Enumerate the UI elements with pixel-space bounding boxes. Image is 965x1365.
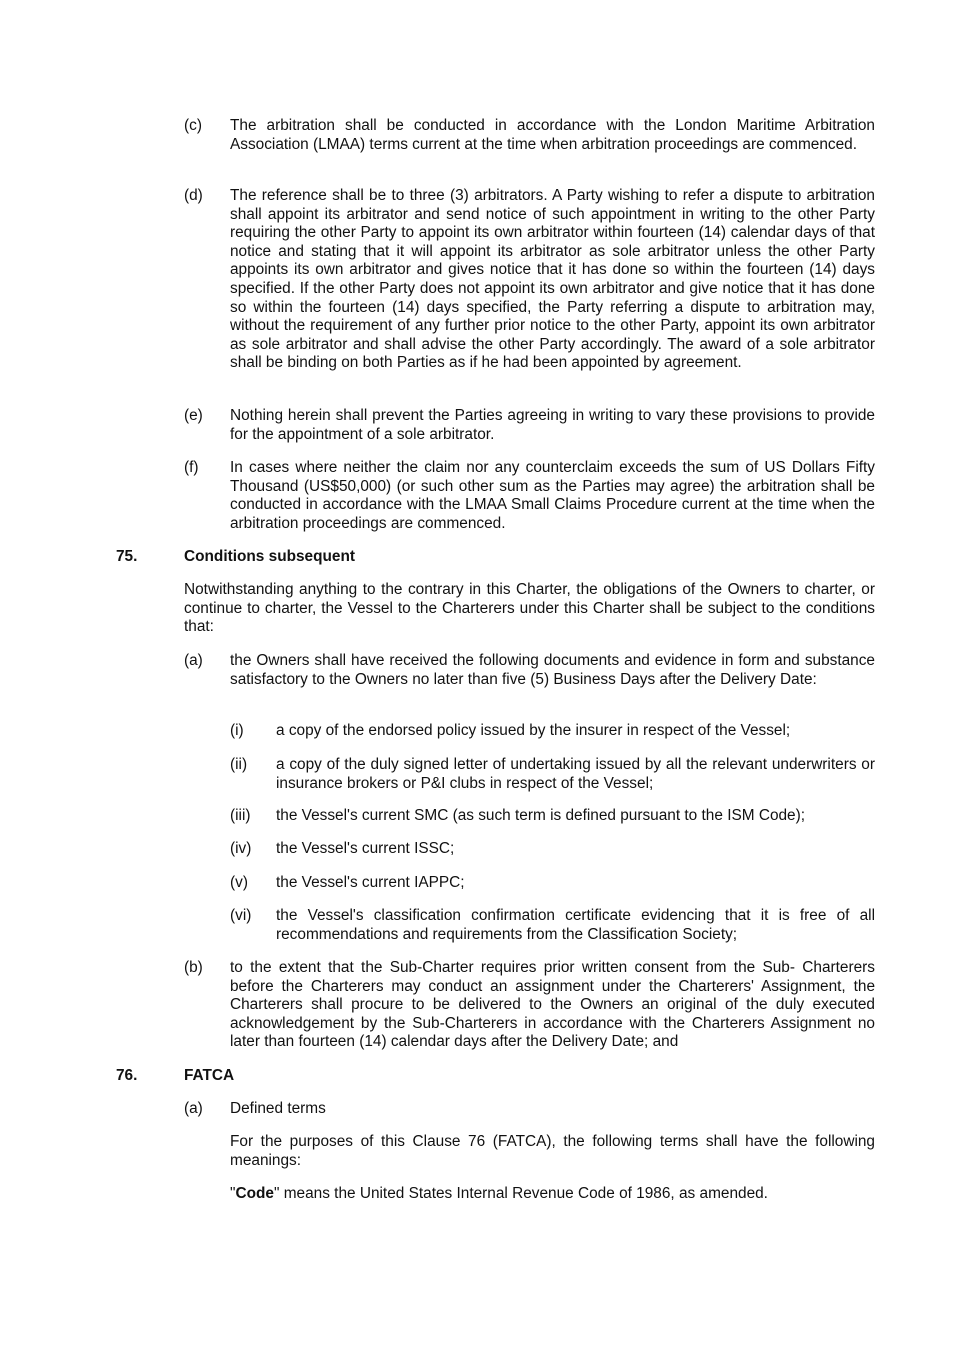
subitem-text-ii: a copy of the duly signed letter of undertaking issued by all the relevant underwriters or insurance brokers or P&I clubs in respect of the Vessel; xyxy=(276,756,875,792)
subitem-label-ii: (ii) xyxy=(230,756,248,773)
item-label-e: (e) xyxy=(184,407,203,424)
subitem-text-iii: the Vessel's current SMC (as such term is defined pursuant to the ISM Code); xyxy=(276,807,806,824)
clause-title-75: Conditions subsequent xyxy=(184,548,356,565)
clause-number-76: 76. xyxy=(116,1067,138,1084)
clause-title-76: FATCA xyxy=(184,1067,235,1084)
subitem-text-vi: the Vessel's classification confirmation certificate evidencing that it is free of all recommendations and requirements from the Classification Society; xyxy=(276,907,875,943)
definition-text: means the United States Internal Revenue Code of 1986, as amended. xyxy=(279,1185,768,1202)
subitem-label-vi: (vi) xyxy=(230,907,252,924)
definition-open-quote: " xyxy=(230,1185,236,1202)
item-text-76a: Defined terms xyxy=(230,1100,326,1117)
subitem-label-v: (v) xyxy=(230,874,248,891)
item-label-f: (f) xyxy=(184,459,199,476)
item-text-75a: the Owners shall have received the following documents and evidence in form and substance satisfactory to the Owners no later than five (5) Business Days after the Delivery Date: xyxy=(230,652,875,688)
clause-76-intro: For the purposes of this Clause 76 (FATCA), the following terms shall have the following meanings: xyxy=(230,1133,875,1169)
clause-number-75: 75. xyxy=(116,548,138,565)
subitem-text-v: the Vessel's current IAPPC; xyxy=(276,874,465,891)
item-label-d: (d) xyxy=(184,187,203,204)
definition-close-quote: " xyxy=(273,1185,280,1202)
subitem-label-i: (i) xyxy=(230,722,244,739)
subitem-label-iv: (iv) xyxy=(230,840,252,857)
subitem-text-iv: the Vessel's current ISSC; xyxy=(276,840,455,857)
item-label-c: (c) xyxy=(184,117,202,134)
item-text-e: Nothing herein shall prevent the Parties agreeing in writing to vary these provisions to provide for the appointment of a sole arbitrator. xyxy=(230,407,875,443)
definition-term: Code xyxy=(235,1185,274,1202)
item-text-c: The arbitration shall be conducted in accordance with the London Maritime Arbitration Association (LMAA) terms current at the time when arbitration proceedings are commenced. xyxy=(230,117,875,153)
item-text-f: In cases where neither the claim nor any counterclaim exceeds the sum of US Dollars Fifty Thousand (US$50,000) (or such other sum as the Parties may agree) the arbitration shall be conducted in accordance with the LMAA Small Claims Procedure current at the time when the arbitration proceedings are commenced. xyxy=(230,459,875,532)
subitem-text-i: a copy of the endorsed policy issued by the insurer in respect of the Vessel; xyxy=(276,722,791,739)
subitem-label-iii: (iii) xyxy=(230,807,251,824)
item-label-76a: (a) xyxy=(184,1100,203,1117)
clause-75-intro: Notwithstanding anything to the contrary in this Charter, the obligations of the Owners to charter, or continue to charter, the Vessel to the Charterers under this Charter shall be subject to the conditions that: xyxy=(184,581,875,636)
item-text-75b: to the extent that the Sub-Charter requires prior written consent from the Sub- Charterers before the Charterers may conduct an assignment under the Charterers' Assignment, the Charterers shall procure to be delivered to the Owners an original of the duly executed acknowledgement by the Sub-Charterers in accordance with the Charterers Assignment no later than fourteen (14) calendar days after the Delivery Date; and xyxy=(230,959,875,1051)
item-text-d: The reference shall be to three (3) arbitrators. A Party wishing to refer a dispute to arbitration shall appoint its arbitrator and send notice of such appointment in writing to the other Party requiring the other Party to appoint its own arbitrator within fourteen (14) calendar days of that notice and stating that it will appoint its arbitrator as sole arbitrator unless the other Party appoints its own arbitrator and gives notice that it has done so within the fourteen (14) days specified. If the other Party does not appoint its own arbitrator and give notice that it has done so within the fourteen (14) days specified, the Party referring a dispute to arbitration may, without the requirement of any further prior notice to the other Party, appoint its own arbitrator as sole arbitrator and shall advise the other Party accordingly. The award of a sole arbitrator shall be binding on both Parties as if he had been appointed by agreement. xyxy=(230,187,875,372)
item-label-75b: (b) xyxy=(184,959,203,976)
item-label-75a: (a) xyxy=(184,652,203,669)
definition-code xyxy=(230,1185,875,1204)
